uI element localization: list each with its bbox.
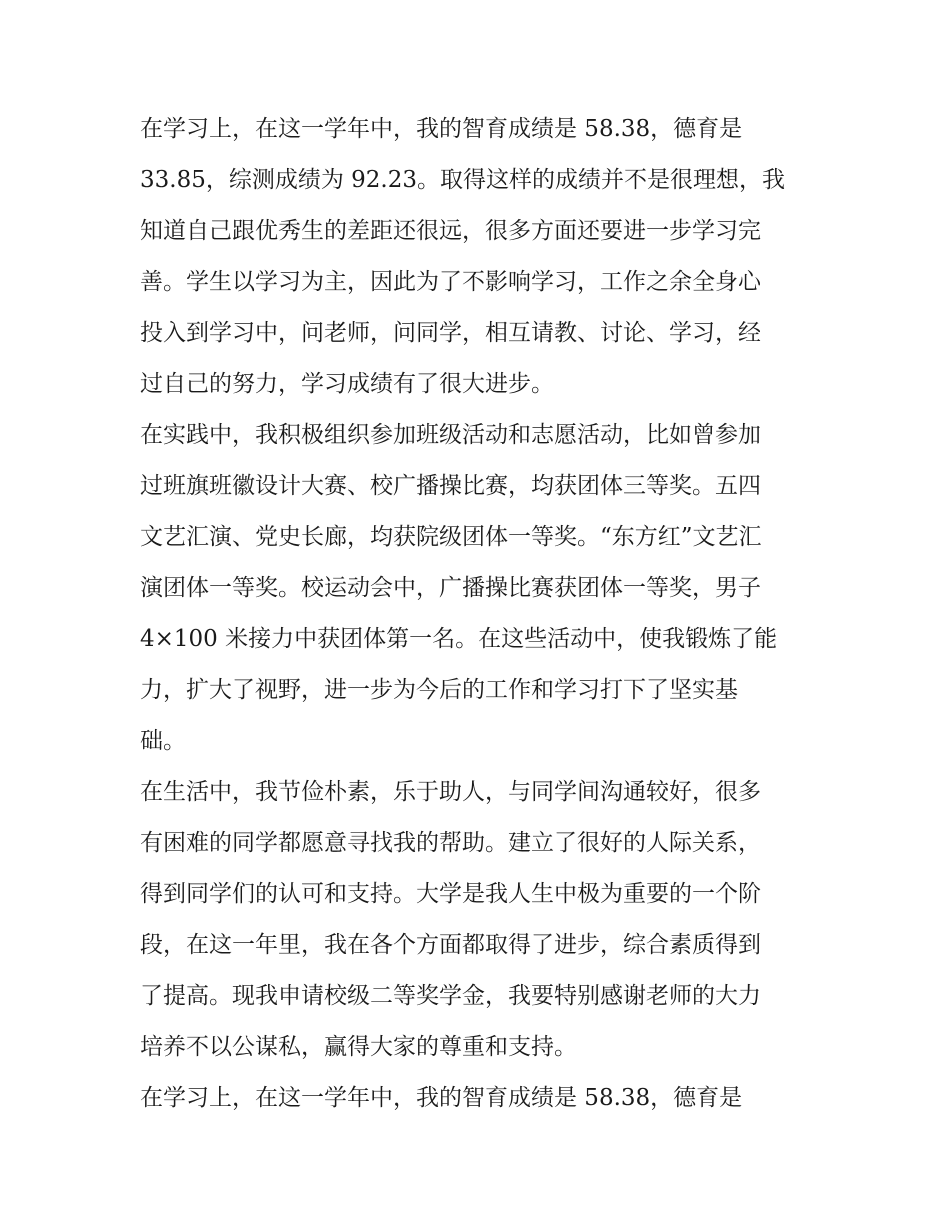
paragraph-study-repeat	[140, 1073, 812, 1124]
text-line: 培养不以公谋私，赢得大家的尊重和支持。	[140, 1034, 577, 1060]
text-line: 在学习上，在这一学年中，我的智育成绩是 58.38，德育是	[140, 116, 743, 142]
text-line: 得到同学们的认可和支持。大学是我人生中极为重要的一个阶	[140, 881, 761, 907]
text-line: 力，扩大了视野，进一步为今后的工作和学习打下了坚实基	[140, 677, 738, 703]
text-line: 有困难的同学都愿意寻找我的帮助。建立了很好的人际关系，	[140, 830, 761, 856]
text-line: 知道自己跟优秀生的差距还很远，很多方面还要进一步学习完	[140, 218, 761, 244]
paragraph-practice	[140, 410, 812, 767]
text-line: 段，在这一年里，我在各个方面都取得了进步，综合素质得到	[140, 932, 761, 958]
text-line: 33.85，综测成绩为 92.23。取得这样的成绩并不是很理想，我	[140, 167, 785, 193]
text-line: 过班旗班徽设计大赛、校广播操比赛，均获团体三等奖。五四	[140, 473, 761, 499]
text-line: 在学习上，在这一学年中，我的智育成绩是 58.38，德育是	[140, 1085, 743, 1111]
text-line: 投入到学习中，问老师，问同学，相互请教、讨论、学习，经	[140, 320, 761, 346]
text-line: 础。	[140, 728, 186, 754]
text-line: 在实践中，我积极组织参加班级活动和志愿活动，比如曾参加	[140, 422, 761, 448]
text-line: 文艺汇演、党史长廊，均获院级团体一等奖。“东方红”文艺汇	[140, 524, 762, 550]
text-line: 演团体一等奖。校运动会中，广播操比赛获团体一等奖，男子	[140, 575, 761, 601]
text-line: 善。学生以学习为主，因此为了不影响学习，工作之余全身心	[140, 269, 761, 295]
text-line: 过自己的努力，学习成绩有了很大进步。	[140, 371, 554, 397]
text-line: 4×100 米接力中获团体第一名。在这些活动中，使我锻炼了能	[140, 626, 778, 652]
document-body	[140, 104, 812, 1124]
paragraph-life	[140, 767, 812, 1073]
text-line: 在生活中，我节俭朴素，乐于助人，与同学间沟通较好，很多	[140, 779, 761, 805]
paragraph-study	[140, 104, 812, 410]
text-line: 了提高。现我申请校级二等奖学金，我要特别感谢老师的大力	[140, 983, 761, 1009]
